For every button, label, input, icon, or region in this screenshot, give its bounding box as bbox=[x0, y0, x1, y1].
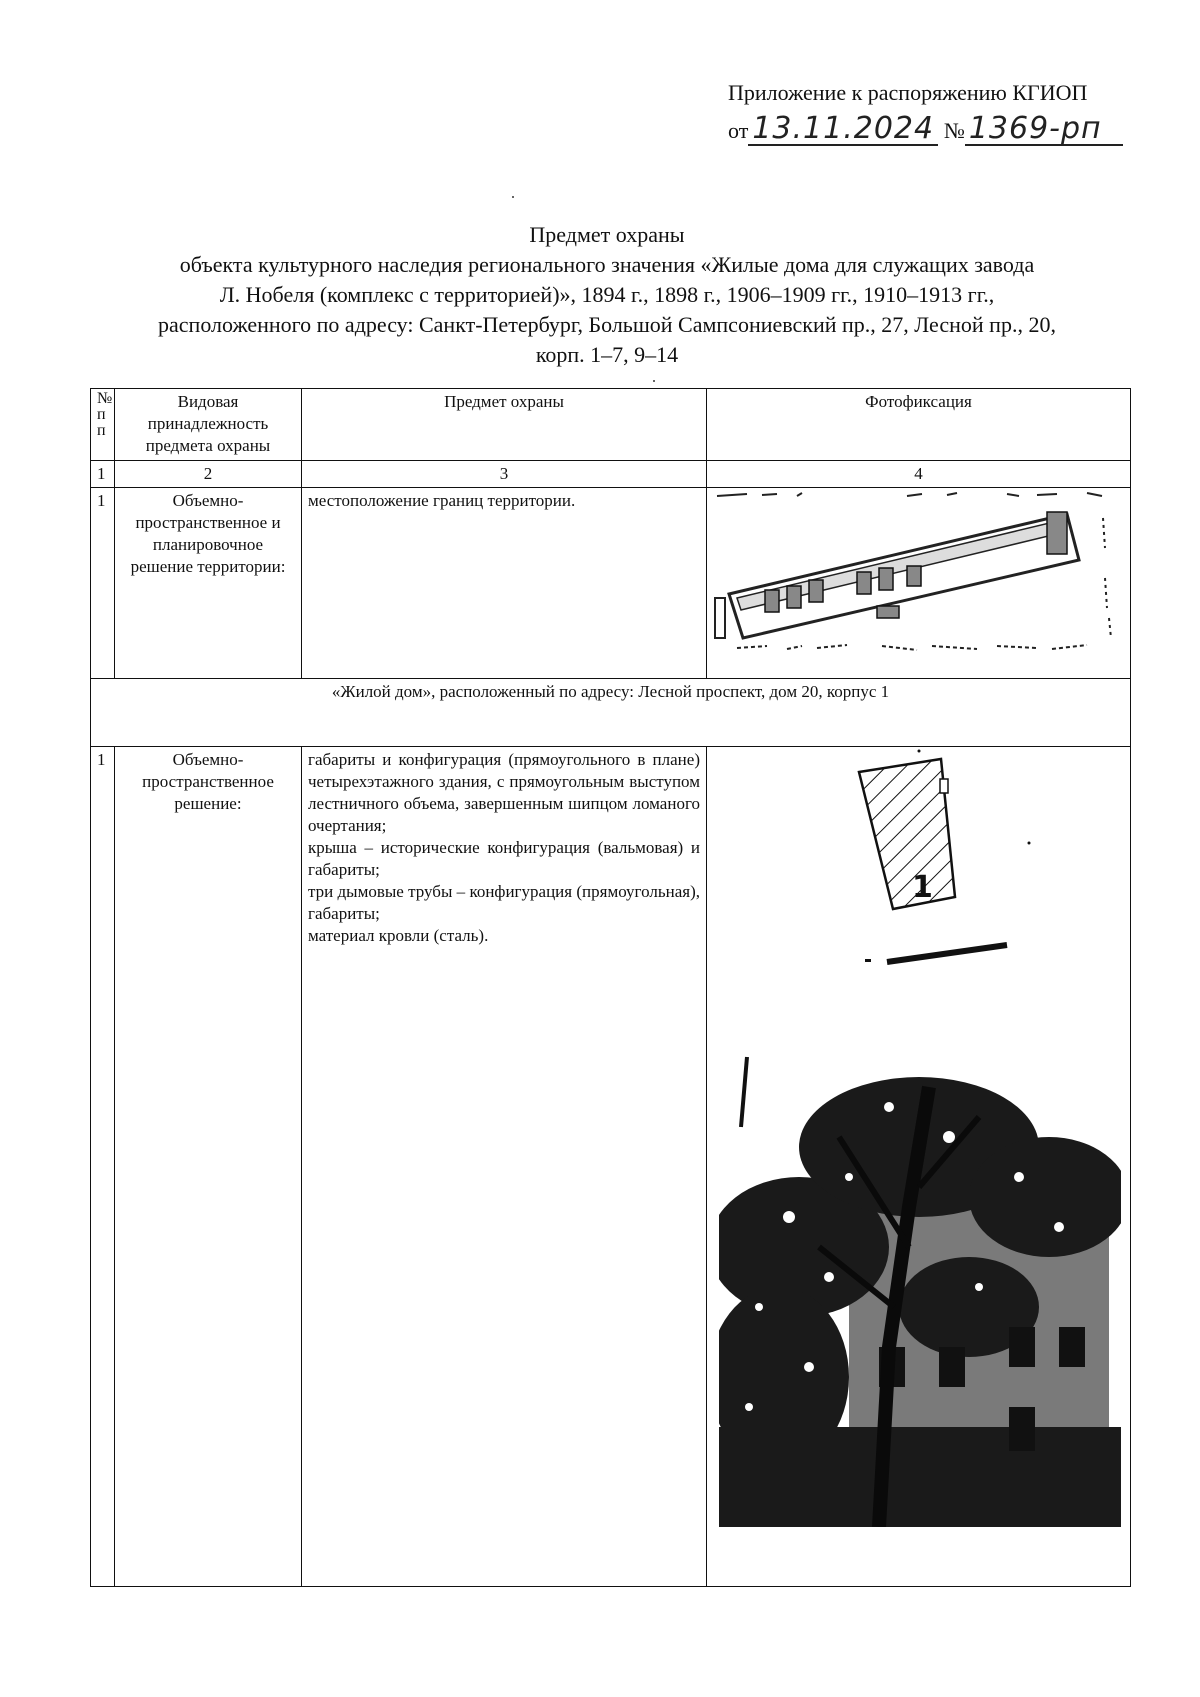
title-line-3: Л. Нобеля (комплекс с территорией)», 1894 г., 1898 г., 1906–1909 гг., 1910–1913 гг., bbox=[219, 282, 995, 307]
appendix-date-line bbox=[728, 111, 1148, 146]
title-line-2: объекта культурного наследия регионального значения «Жилые дома для служащих завода bbox=[179, 252, 1035, 277]
handwritten-date: 13.11.2024 bbox=[748, 114, 938, 146]
col-number-1: 1 bbox=[91, 461, 115, 488]
header-type: Видовая принадлежность предмета охраны bbox=[115, 389, 302, 461]
building-photo bbox=[719, 1047, 1121, 1527]
table-header-row bbox=[91, 389, 1131, 461]
title-line-5: корп. 1–7, 9–14 bbox=[535, 342, 679, 367]
col-number-3: 3 bbox=[302, 461, 707, 488]
header-subject: Предмет охраны bbox=[302, 389, 707, 461]
header-number bbox=[91, 389, 115, 461]
section-title: «Жилой дом», расположенный по адресу: Лесной проспект, дом 20, корпус 1 bbox=[91, 679, 1131, 747]
row2-subject-para-4: материал кровли (сталь). bbox=[308, 926, 489, 945]
row1-type: Объемно-пространственное и планировочное решение территории: bbox=[115, 488, 302, 679]
row2-subject-para-3: три дымовые трубы – конфигурация (прямоугольная), габариты; bbox=[308, 882, 700, 923]
appendix-title: Приложение к распоряжению КГИОП bbox=[728, 80, 1088, 105]
table-row bbox=[91, 747, 1131, 1587]
row1-subject: местоположение границ территории. bbox=[302, 488, 707, 679]
from-label: от bbox=[728, 118, 749, 143]
table-row bbox=[91, 488, 1131, 679]
row2-number: 1 bbox=[91, 747, 115, 1587]
row2-photo-cell bbox=[707, 747, 1131, 1587]
row2-subject bbox=[302, 747, 707, 1587]
handwritten-number: 1369-рп bbox=[965, 114, 1123, 146]
header-num-symbol: № bbox=[97, 390, 113, 407]
row2-subject-para-1: габариты и конфигурация (прямоугольного в плане) четырехэтажного здания, с прямоугольным выступом лестничного объема, завершенным шипцом ломаного очертания; bbox=[308, 750, 700, 835]
protection-subject-table bbox=[90, 388, 1131, 1587]
header-num-p1: п bbox=[97, 406, 106, 423]
title-line-1: Предмет охраны bbox=[529, 222, 685, 247]
row2-type: Объемно-пространственное решение: bbox=[115, 747, 302, 1587]
title-line-4: расположенного по адресу: Санкт-Петербург, Большой Сампсониевский пр., 27, Лесной пр., 20, bbox=[158, 312, 1056, 337]
number-label: № bbox=[943, 118, 965, 143]
scan-speck bbox=[512, 196, 514, 198]
section-row bbox=[91, 679, 1131, 747]
col-number-4: 4 bbox=[707, 461, 1131, 488]
building-plan-image bbox=[707, 747, 1131, 987]
plan-building-label: 1 bbox=[912, 870, 933, 905]
header-num-p2: п bbox=[97, 422, 106, 439]
territory-plan-image bbox=[707, 488, 1131, 672]
row2-subject-para-2: крыша – исторические конфигурация (вальмовая) и габариты; bbox=[308, 838, 700, 879]
col-number-2: 2 bbox=[115, 461, 302, 488]
row1-photo-cell bbox=[707, 488, 1131, 679]
column-number-row bbox=[91, 461, 1131, 488]
scan-speck bbox=[653, 380, 655, 382]
header-photo: Фотофиксация bbox=[707, 389, 1131, 461]
row1-number: 1 bbox=[91, 488, 115, 679]
document-title bbox=[80, 220, 1134, 370]
